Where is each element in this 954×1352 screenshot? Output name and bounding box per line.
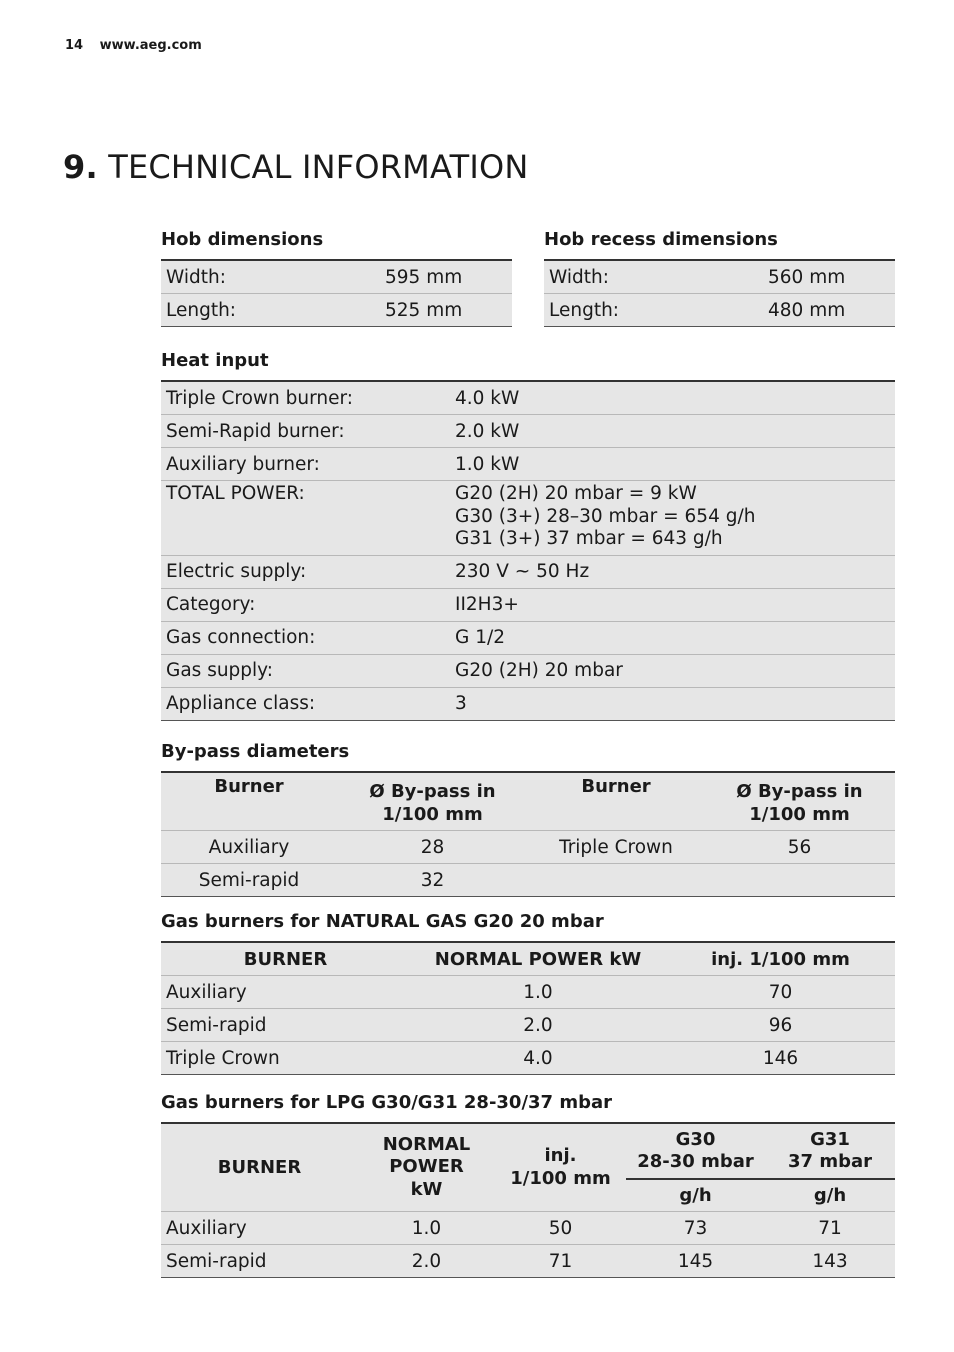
table-row — [161, 976, 895, 1009]
table-row — [161, 481, 895, 556]
table-row — [161, 294, 512, 327]
column-header: Burner — [161, 772, 337, 831]
spec-label: Auxiliary burner: — [161, 448, 450, 481]
table-row — [161, 654, 895, 687]
header-line: G30 — [675, 1129, 716, 1150]
burner-name: Auxiliary — [161, 831, 337, 864]
spec-label: Triple Crown burner: — [161, 381, 450, 415]
section-number: 9. — [63, 148, 98, 186]
hob-recess-table — [544, 259, 895, 327]
column-header: Burner — [528, 772, 704, 831]
bypass-value: 56 — [704, 831, 895, 864]
g30-value: 145 — [626, 1245, 765, 1278]
injector-value: 70 — [666, 976, 895, 1009]
column-header — [358, 1123, 495, 1212]
dimension-value: 525 mm — [380, 294, 512, 327]
page-number: 14 — [65, 38, 84, 53]
dimension-value: 480 mm — [763, 294, 895, 327]
table-row — [161, 621, 895, 654]
table-row — [544, 294, 895, 327]
bypass-title: By-pass diameters — [161, 741, 350, 762]
header-row — [161, 942, 895, 976]
header-line: 28-30 mbar — [637, 1151, 754, 1172]
column-header: BURNER — [161, 1123, 358, 1212]
total-power-line: G30 (3+) 28–30 mbar = 654 g/h — [455, 505, 756, 527]
burner-name: Semi-rapid — [161, 864, 337, 897]
burner-name — [528, 864, 704, 897]
spec-value: II2H3+ — [450, 588, 895, 621]
header-url: www.aeg.com — [99, 38, 202, 53]
dimension-label: Width: — [544, 260, 763, 294]
power-value: 1.0 — [410, 976, 666, 1009]
column-header: BURNER — [161, 942, 410, 976]
column-header — [337, 772, 528, 831]
burner-name: Auxiliary — [161, 976, 410, 1009]
page-title — [63, 148, 529, 186]
dimension-label: Length: — [161, 294, 380, 327]
header-line: Ø By-pass in — [736, 781, 863, 802]
header-line: 1/100 mm — [510, 1167, 611, 1189]
table-row — [161, 831, 895, 864]
table-row — [161, 1212, 895, 1245]
table-row — [161, 588, 895, 621]
spec-label: Category: — [161, 588, 450, 621]
header-line: G31 — [810, 1129, 850, 1150]
bypass-value — [704, 864, 895, 897]
table-row — [161, 1245, 895, 1278]
g30-value: 73 — [626, 1212, 765, 1245]
table-row — [161, 864, 895, 897]
column-header: inj. 1/100 mm — [666, 942, 895, 976]
column-header — [495, 1123, 626, 1212]
header-line: 1/100 mm — [382, 804, 483, 825]
column-header — [704, 772, 895, 831]
header-line: kW — [410, 1178, 443, 1200]
injector-value: 96 — [666, 1009, 895, 1042]
injector-value: 146 — [666, 1042, 895, 1075]
header-row — [161, 1123, 895, 1179]
power-value: 4.0 — [410, 1042, 666, 1075]
header-line: POWER — [389, 1156, 464, 1178]
column-header — [626, 1123, 765, 1179]
unit-header: g/h — [765, 1179, 895, 1212]
unit-header: g/h — [626, 1179, 765, 1212]
section-title-text: TECHNICAL INFORMATION — [108, 148, 529, 186]
burner-name: Semi-rapid — [161, 1009, 410, 1042]
spec-label: Gas supply: — [161, 654, 450, 687]
bypass-table — [161, 771, 895, 897]
injector-value: 50 — [495, 1212, 626, 1245]
bypass-value: 28 — [337, 831, 528, 864]
header-line: 37 mbar — [788, 1151, 872, 1172]
power-value: 2.0 — [410, 1009, 666, 1042]
table-row — [161, 1042, 895, 1075]
hob-dimensions-title: Hob dimensions — [161, 229, 324, 250]
header-line: Ø By-pass in — [369, 781, 496, 802]
table-row — [161, 555, 895, 588]
header-line: inj. — [544, 1145, 577, 1166]
lpg-title: Gas burners for LPG G30/G31 28-30/37 mbar — [161, 1092, 613, 1113]
table-row — [161, 415, 895, 448]
g31-value: 143 — [765, 1245, 895, 1278]
spec-value: 4.0 kW — [450, 381, 895, 415]
spec-value: 2.0 kW — [450, 415, 895, 448]
hob-dimensions-table — [161, 259, 512, 327]
power-value: 2.0 — [358, 1245, 495, 1278]
g31-value: 71 — [765, 1212, 895, 1245]
spec-label: Electric supply: — [161, 555, 450, 588]
spec-label: Gas connection: — [161, 621, 450, 654]
table-row — [161, 448, 895, 481]
dimension-label: Width: — [161, 260, 380, 294]
total-power-values — [450, 481, 895, 556]
spec-value: G20 (2H) 20 mbar — [450, 654, 895, 687]
spec-value: 3 — [450, 687, 895, 720]
bypass-value: 32 — [337, 864, 528, 897]
header-row — [161, 772, 895, 831]
lpg-table — [161, 1122, 895, 1278]
natural-gas-table — [161, 941, 895, 1075]
page-header — [65, 38, 202, 53]
hob-recess-title: Hob recess dimensions — [544, 229, 778, 250]
header-line: 1/100 mm — [749, 804, 850, 825]
spec-value: 1.0 kW — [450, 448, 895, 481]
spec-label: Semi-Rapid burner: — [161, 415, 450, 448]
spec-value: G 1/2 — [450, 621, 895, 654]
column-header — [765, 1123, 895, 1179]
burner-name: Semi-rapid — [161, 1245, 358, 1278]
dimension-label: Length: — [544, 294, 763, 327]
column-header: NORMAL POWER kW — [410, 942, 666, 976]
table-row — [161, 381, 895, 415]
burner-name: Triple Crown — [528, 831, 704, 864]
table-row — [161, 687, 895, 720]
injector-value: 71 — [495, 1245, 626, 1278]
spec-value: 230 V ~ 50 Hz — [450, 555, 895, 588]
table-row — [161, 1009, 895, 1042]
header-line: NORMAL — [382, 1133, 471, 1155]
burner-name: Auxiliary — [161, 1212, 358, 1245]
total-power-line: G31 (3+) 37 mbar = 643 g/h — [455, 528, 723, 549]
dimension-value: 595 mm — [380, 260, 512, 294]
table-row — [161, 260, 512, 294]
heat-input-title: Heat input — [161, 350, 269, 371]
heat-input-table — [161, 380, 895, 721]
table-row — [544, 260, 895, 294]
dimension-value: 560 mm — [763, 260, 895, 294]
spec-label: TOTAL POWER: — [161, 481, 450, 556]
burner-name: Triple Crown — [161, 1042, 410, 1075]
natural-gas-title: Gas burners for NATURAL GAS G20 20 mbar — [161, 911, 604, 932]
total-power-line: G20 (2H) 20 mbar = 9 kW — [455, 483, 697, 504]
spec-label: Appliance class: — [161, 687, 450, 720]
power-value: 1.0 — [358, 1212, 495, 1245]
